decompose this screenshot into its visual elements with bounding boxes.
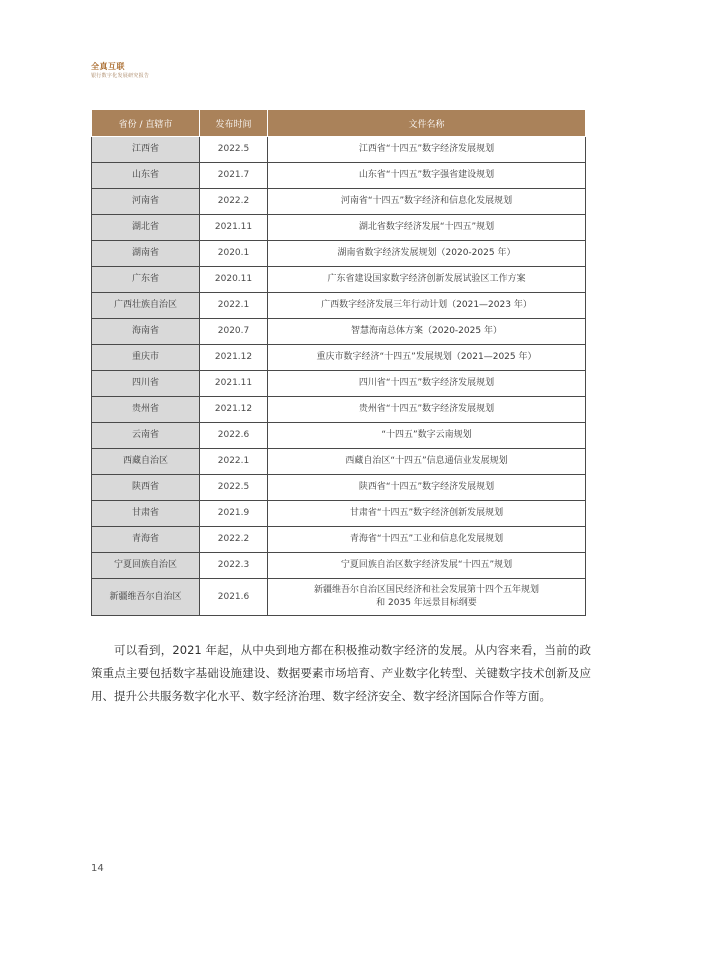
document-cell (268, 475, 586, 501)
province-cell: 四川省 (92, 371, 200, 397)
table-row (92, 137, 586, 163)
document-name: 四川省“十四五”数字经济发展规划 (358, 378, 495, 388)
date-cell: 2021.11 (200, 371, 268, 397)
document-name: 河南省“十四五”数字经济和信息化发展规划 (340, 196, 513, 206)
table-row (92, 293, 586, 319)
date-cell: 2022.6 (200, 423, 268, 449)
document-name: 陕西省“十四五”数字经济发展规划 (358, 482, 495, 492)
province-cell: 西藏自治区 (92, 449, 200, 475)
document-name: 广西数字经济发展三年行动计划（2021—2023 年） (321, 300, 532, 310)
policy-table (91, 110, 586, 616)
document-cell (268, 527, 586, 553)
date-cell: 2022.2 (200, 189, 268, 215)
province-cell: 河南省 (92, 189, 200, 215)
date-cell: 2020.11 (200, 267, 268, 293)
document-name: 智慧海南总体方案（2020-2025 年） (351, 326, 502, 336)
document-name: 贵州省“十四五”数字经济发展规划 (358, 404, 495, 414)
document-cell (268, 137, 586, 163)
date-cell: 2021.9 (200, 501, 268, 527)
body-paragraph: 可以看到，2021 年起，从中央到地方都在积极推动数字经济的发展。从内容来看，当前的政策重点主要包括数字基础设施建设、数据要素市场培育、产业数字化转型、关键数字技术创新及应用、提升公共服务数字化水平、数字经济治理、数字经济安全、数字经济国际合作等方面。 (91, 643, 591, 703)
document-name: “十四五”数字云南规划 (381, 430, 472, 440)
document-name: 西藏自治区“十四五”信息通信业发展规划 (345, 456, 508, 466)
document-name-line2: 和 2035 年远景目标纲要 (376, 598, 477, 608)
document-name: 甘肃省“十四五”数字经济创新发展规划 (349, 508, 504, 518)
province-cell: 湖北省 (92, 215, 200, 241)
document-cell (268, 345, 586, 371)
province-cell: 宁夏回族自治区 (92, 553, 200, 579)
table-row (92, 241, 586, 267)
header-subtitle: 银行数字化发展研究报告 (91, 73, 150, 79)
document-name: 湖南省数字经济发展规划（2020-2025 年） (337, 248, 516, 258)
province-cell: 湖南省 (92, 241, 200, 267)
province-cell: 山东省 (92, 163, 200, 189)
date-cell: 2022.2 (200, 527, 268, 553)
province-cell: 新疆维吾尔自治区 (92, 579, 200, 616)
document-name: 宁夏回族自治区数字经济发展“十四五”规划 (340, 560, 513, 570)
document-name: 广东省建设国家数字经济创新发展试验区工作方案 (327, 274, 526, 284)
document-cell (268, 215, 586, 241)
date-cell: 2021.6 (200, 579, 268, 616)
province-cell: 重庆市 (92, 345, 200, 371)
date-cell: 2022.1 (200, 293, 268, 319)
table-row (92, 423, 586, 449)
document-name: 山东省“十四五”数字强省建设规划 (358, 170, 495, 180)
column-header-document: 文件名称 (268, 110, 586, 137)
province-cell: 广西壮族自治区 (92, 293, 200, 319)
document-cell (268, 397, 586, 423)
province-cell: 陕西省 (92, 475, 200, 501)
table-row (92, 579, 586, 616)
document-cell (268, 579, 586, 616)
table-row (92, 345, 586, 371)
document-name: 湖北省数字经济发展“十四五”规划 (358, 222, 495, 232)
province-cell: 贵州省 (92, 397, 200, 423)
document-name: 江西省“十四五”数字经济发展规划 (358, 144, 495, 154)
table-row (92, 163, 586, 189)
province-cell: 海南省 (92, 319, 200, 345)
table-row (92, 319, 586, 345)
document-cell (268, 267, 586, 293)
document-cell (268, 163, 586, 189)
date-cell: 2021.7 (200, 163, 268, 189)
date-cell: 2020.7 (200, 319, 268, 345)
document-cell (268, 241, 586, 267)
date-cell: 2022.5 (200, 475, 268, 501)
date-cell: 2020.1 (200, 241, 268, 267)
page-header (91, 62, 149, 80)
column-header-date: 发布时间 (200, 110, 268, 137)
document-cell (268, 189, 586, 215)
date-cell: 2021.11 (200, 215, 268, 241)
document-name: 重庆市数字经济“十四五”发展规划（2021—2025 年） (316, 352, 537, 362)
table-row (92, 475, 586, 501)
document-name: 青海省“十四五”工业和信息化发展规划 (349, 534, 504, 544)
date-cell: 2022.3 (200, 553, 268, 579)
date-cell: 2022.5 (200, 137, 268, 163)
province-cell: 江西省 (92, 137, 200, 163)
document-cell (268, 501, 586, 527)
column-header-province: 省份 / 直辖市 (92, 110, 200, 137)
table-row (92, 267, 586, 293)
header-title: 全真互联 (91, 62, 125, 71)
province-cell: 云南省 (92, 423, 200, 449)
date-cell: 2022.1 (200, 449, 268, 475)
province-cell: 广东省 (92, 267, 200, 293)
table-row (92, 501, 586, 527)
table-row (92, 397, 586, 423)
table-row (92, 449, 586, 475)
document-cell (268, 423, 586, 449)
table-row (92, 215, 586, 241)
document-cell (268, 319, 586, 345)
document-cell (268, 293, 586, 319)
document-cell (268, 371, 586, 397)
date-cell: 2021.12 (200, 397, 268, 423)
province-cell: 青海省 (92, 527, 200, 553)
province-cell: 甘肃省 (92, 501, 200, 527)
document-name: 新疆维吾尔自治区国民经济和社会发展第十四个五年规划 (313, 585, 539, 595)
document-cell (268, 449, 586, 475)
table-row (92, 189, 586, 215)
table-row (92, 371, 586, 397)
table-row (92, 527, 586, 553)
page-number: 14 (91, 863, 104, 874)
table-header-row (92, 110, 586, 137)
date-cell: 2021.12 (200, 345, 268, 371)
table-row (92, 553, 586, 579)
document-cell (268, 553, 586, 579)
